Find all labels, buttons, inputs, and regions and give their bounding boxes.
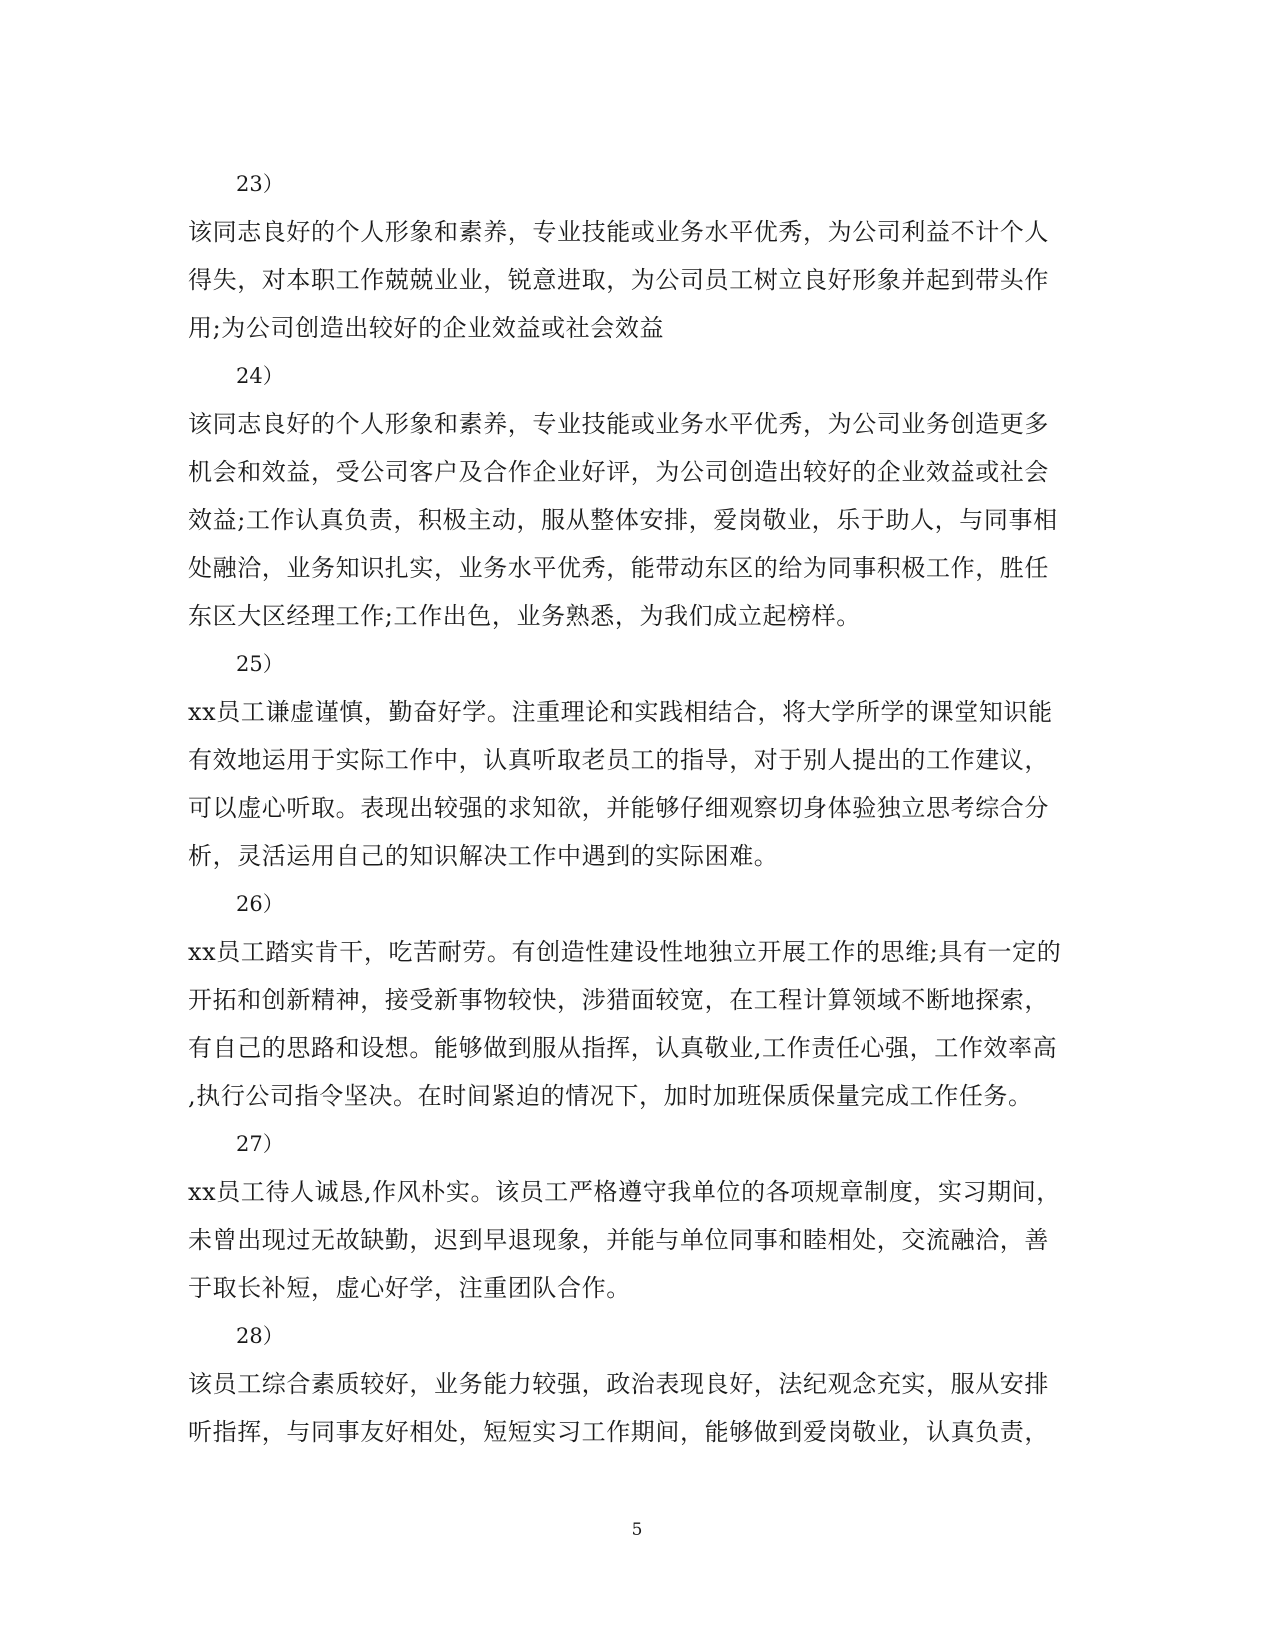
entry-text-line: 有效地运用于实际工作中，认真听取老员工的指导，对于别人提出的工作建议， bbox=[188, 746, 1049, 774]
entry-text-line: 效益;工作认真负责，积极主动，服从整体安排，爱岗敬业，乐于助人，与同事相 bbox=[188, 506, 1058, 534]
entry-number: 27） bbox=[236, 1132, 284, 1156]
entry-text-line: xx员工踏实肯干，吃苦耐劳。有创造性建设性地独立开展工作的思维;具有一定的 bbox=[188, 938, 1062, 966]
entry-text-line: 可以虚心听取。表现出较强的求知欲，并能够仔细观察切身体验独立思考综合分 bbox=[188, 794, 1049, 822]
entry-text-line: 未曾出现过无故缺勤，迟到早退现象，并能与单位同事和睦相处，交流融洽，善 bbox=[188, 1226, 1049, 1254]
entry-number: 26） bbox=[236, 892, 284, 916]
entry-25 bbox=[188, 640, 1088, 880]
entry-23 bbox=[188, 160, 1088, 352]
entry-text-line: 得失，对本职工作兢兢业业，锐意进取，为公司员工树立良好形象并起到带头作 bbox=[188, 266, 1049, 294]
entry-text-line: 该同志良好的个人形象和素养，专业技能或业务水平优秀，为公司业务创造更多 bbox=[188, 410, 1049, 438]
entry-text-line: 东区大区经理工作;工作出色，业务熟悉，为我们成立起榜样。 bbox=[188, 602, 861, 630]
entry-26 bbox=[188, 880, 1088, 1120]
document-body bbox=[188, 160, 1088, 1456]
entry-text-line: 机会和效益，受公司客户及合作企业好评，为公司创造出较好的企业效益或社会 bbox=[188, 458, 1049, 486]
entry-text-line: 该员工综合素质较好，业务能力较强，政治表现良好，法纪观念充实，服从安排 bbox=[188, 1370, 1049, 1398]
entry-number: 28） bbox=[236, 1324, 284, 1348]
page-number: 5 bbox=[631, 1520, 643, 1540]
entry-text-line: 开拓和创新精神，接受新事物较快，涉猎面较宽，在工程计算领域不断地探索， bbox=[188, 986, 1049, 1014]
entry-number: 24） bbox=[236, 364, 284, 388]
entry-number: 25） bbox=[236, 652, 284, 676]
entry-28 bbox=[188, 1312, 1088, 1456]
entry-text-line: ,执行公司指令坚决。在时间紧迫的情况下，加时加班保质保量完成工作任务。 bbox=[188, 1082, 1033, 1110]
entry-24 bbox=[188, 352, 1088, 640]
entry-27 bbox=[188, 1120, 1088, 1312]
entry-number: 23） bbox=[236, 172, 284, 196]
entry-text-line: 用;为公司创造出较好的企业效益或社会效益 bbox=[188, 314, 665, 342]
entry-text-line: 于取长补短，虚心好学，注重团队合作。 bbox=[188, 1274, 631, 1302]
entry-text-line: 析，灵活运用自己的知识解决工作中遇到的实际困难。 bbox=[188, 842, 779, 870]
entry-text-line: xx员工待人诚恳,作风朴实。该员工严格遵守我单位的各项规章制度，实习期间， bbox=[188, 1178, 1061, 1206]
entry-text-line: xx员工谦虚谨慎，勤奋好学。注重理论和实践相结合，将大学所学的课堂知识能 bbox=[188, 698, 1053, 726]
entry-text-line: 处融洽，业务知识扎实，业务水平优秀，能带动东区的给为同事积极工作，胜任 bbox=[188, 554, 1049, 582]
entry-text-line: 有自己的思路和设想。能够做到服从指挥，认真敬业,工作责任心强，工作效率高 bbox=[188, 1034, 1058, 1062]
entry-text-line: 该同志良好的个人形象和素养，专业技能或业务水平优秀，为公司利益不计个人 bbox=[188, 218, 1049, 246]
entry-text-line: 听指挥，与同事友好相处，短短实习工作期间，能够做到爱岗敬业，认真负责， bbox=[188, 1418, 1049, 1446]
